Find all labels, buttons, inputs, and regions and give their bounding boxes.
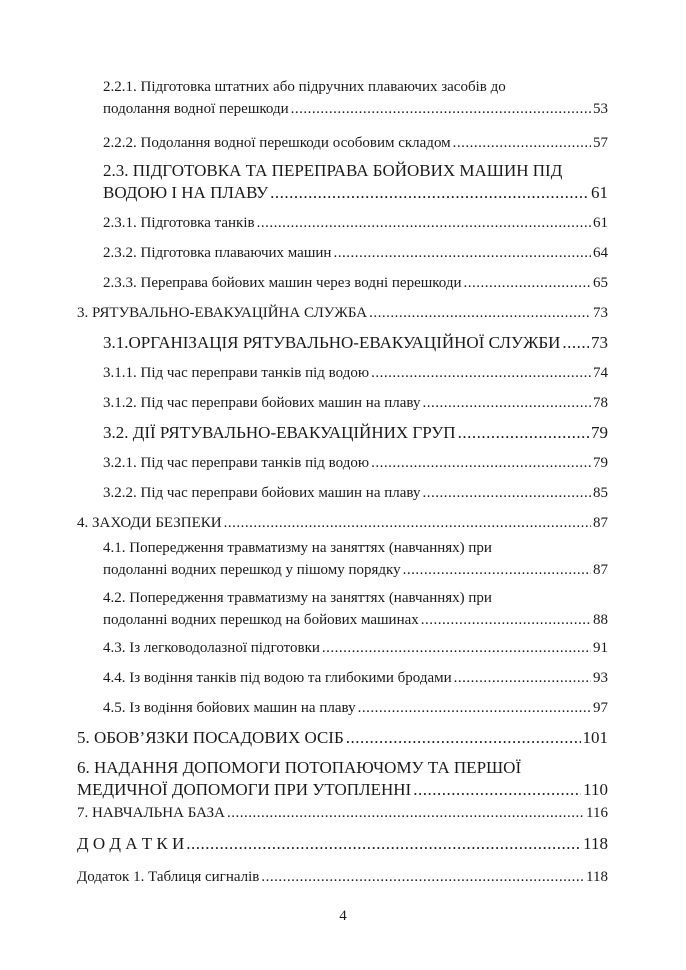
- dot-leader: [333, 242, 591, 264]
- toc-entry-page: 57: [593, 135, 608, 151]
- toc-entry-row: [103, 132, 608, 154]
- toc-entry: [103, 392, 608, 414]
- toc-entry-row: [77, 302, 608, 324]
- toc-entry-title: 4.5. Із водіння бойових машин на плаву: [103, 700, 356, 716]
- toc-entry-title: Додаток 1. Таблиця сигналів: [77, 869, 260, 885]
- toc-entry-row: [103, 697, 608, 719]
- toc-entry-title: 3.1.2. Під час переправи бойових машин на плаву: [103, 395, 421, 411]
- toc-entry: [103, 272, 608, 294]
- dot-leader: [422, 482, 591, 504]
- toc-entry-row: [77, 802, 608, 824]
- toc-entry-page: 65: [593, 275, 608, 291]
- toc-entry-page: 93: [593, 670, 608, 686]
- toc-entry-page: 87: [593, 562, 608, 578]
- toc-entry-row: [103, 98, 608, 120]
- toc-entry-page: 79: [591, 423, 608, 442]
- dot-leader: [458, 422, 589, 444]
- toc-entry-title: подоланні водних перешкод на бойових машинах: [103, 612, 419, 628]
- toc-entry-row: [103, 362, 608, 384]
- toc-entry: [103, 452, 608, 474]
- toc-entry: [103, 637, 608, 659]
- toc-entry-title: 2.3.3. Переправа бойових машин через водні перешкоди: [103, 275, 462, 291]
- toc-entry-page: 87: [593, 515, 608, 531]
- dot-leader: [186, 833, 581, 855]
- toc-entry-title: 4. ЗАХОДИ БЕЗПЕКИ: [77, 515, 222, 531]
- dot-leader: [562, 332, 589, 354]
- toc-entry: [103, 697, 608, 719]
- dot-leader: [369, 302, 591, 324]
- toc-entry-page: 116: [586, 805, 608, 821]
- toc-entry-title: подоланні водних перешкод у пішому порядку: [103, 562, 401, 578]
- dot-leader: [358, 697, 591, 719]
- toc-entry: [103, 160, 608, 204]
- toc-entry-page: 91: [593, 640, 608, 656]
- toc-entry-page: 101: [582, 728, 608, 747]
- toc-entry-row: [103, 637, 608, 659]
- toc-entry: [103, 667, 608, 689]
- dot-leader: [371, 362, 591, 384]
- toc-entry-row: [77, 512, 608, 534]
- toc-entry-title: Д О Д А Т К И: [77, 834, 185, 853]
- toc-entry-page: 79: [593, 455, 608, 471]
- toc-entry-page: 73: [591, 333, 608, 352]
- toc-entry-row: [103, 332, 608, 354]
- toc-entry-title-line: 6. НАДАННЯ ДОПОМОГИ ПОТОПАЮЧОМУ ТА ПЕРШОЇ: [77, 758, 522, 777]
- toc-entry-title-line: 2.3. ПІДГОТОВКА ТА ПЕРЕПРАВА БОЙОВИХ МАШИН ПІД: [103, 161, 563, 180]
- toc-entry: [103, 242, 608, 264]
- toc-entry-row: [77, 866, 608, 888]
- dot-leader: [403, 559, 591, 581]
- dot-leader: [291, 98, 591, 120]
- toc-entry-row: [103, 272, 608, 294]
- toc-entry: [103, 422, 608, 444]
- dot-leader: [227, 802, 584, 824]
- toc-entry-title-line: 2.2.1. Підготовка штатних або підручних плаваючих засобів до: [103, 79, 506, 95]
- toc-entry-row: [77, 727, 608, 749]
- toc-entry: [77, 802, 608, 824]
- dot-leader: [371, 452, 591, 474]
- toc-entry-title: 4.3. Із легководолазної підготовки: [103, 640, 320, 656]
- toc-entry: [77, 512, 608, 534]
- toc-entry-row: [103, 452, 608, 474]
- toc-entry-title: 3.2. ДІЇ РЯТУВАЛЬНО-ЕВАКУАЦІЙНИХ ГРУП: [103, 423, 456, 442]
- toc-entry-row: [103, 667, 608, 689]
- toc-entry-title: 2.3.2. Підготовка плаваючих машин: [103, 245, 332, 261]
- toc-entry-page: 73: [593, 305, 608, 321]
- toc-entry: [77, 866, 608, 888]
- toc-entry-page: 118: [583, 834, 608, 853]
- toc-entry: [77, 727, 608, 749]
- dot-leader: [413, 779, 581, 801]
- toc-entry: [103, 212, 608, 234]
- toc-entry-title: 2.2.2. Подолання водної перешкоди особовим складом: [103, 135, 451, 151]
- toc-entry-page: 118: [586, 869, 608, 885]
- dot-leader: [261, 866, 584, 888]
- dot-leader: [322, 637, 591, 659]
- toc-entry-page: 97: [593, 700, 608, 716]
- dot-leader: [224, 512, 591, 534]
- toc-entry-page: 53: [593, 101, 608, 117]
- toc-entry: [103, 587, 608, 631]
- toc-entry: [103, 132, 608, 154]
- toc-entry-title: 3.1.ОРГАНІЗАЦІЯ РЯТУВАЛЬНО-ЕВАКУАЦІЙНОЇ СЛУЖБИ: [103, 333, 561, 352]
- toc-entry-page: 74: [593, 365, 608, 381]
- toc-entry: [77, 302, 608, 324]
- toc-entry-title: 3. РЯТУВАЛЬНО-ЕВАКУАЦІЙНА СЛУЖБА: [77, 305, 368, 321]
- toc-entry: [103, 482, 608, 504]
- toc-entry-title: ВОДОЮ І НА ПЛАВУ: [103, 183, 269, 202]
- page-number: 4: [339, 908, 347, 924]
- toc-entry-title: 3.2.2. Під час переправи бойових машин на плаву: [103, 485, 421, 501]
- toc-entry-page: 61: [591, 183, 608, 202]
- toc-entry: [103, 362, 608, 384]
- toc-entry-title-line: 4.2. Попередження травматизму на заняттях (навчаннях) при: [103, 590, 492, 606]
- toc-entry-page: 88: [593, 612, 608, 628]
- dot-leader: [270, 182, 589, 204]
- toc-entry-title: 3.2.1. Під час переправи танків під водою: [103, 455, 370, 471]
- dot-leader: [257, 212, 591, 234]
- toc-entry-row: [103, 242, 608, 264]
- toc-entry-row: [103, 182, 608, 204]
- toc-entry-row: [103, 212, 608, 234]
- toc-entry-title: МЕДИЧНОЇ ДОПОМОГИ ПРИ УТОПЛЕННІ: [77, 780, 412, 799]
- toc-entry-row: [77, 779, 608, 801]
- toc-entry-title: 4.4. Із водіння танків під водою та глибокими бродами: [103, 670, 452, 686]
- toc-entry-row: [103, 609, 608, 631]
- toc-entry: [103, 332, 608, 354]
- toc-entry-title: 5. ОБОВ’ЯЗКИ ПОСАДОВИХ ОСІБ: [77, 728, 344, 747]
- toc-entry: [77, 757, 608, 801]
- toc-entry-title: 7. НАВЧАЛЬНА БАЗА: [77, 805, 225, 821]
- toc-entry-title: подолання водної перешкоди: [103, 101, 289, 117]
- toc-entry-title: 2.3.1. Підготовка танків: [103, 215, 255, 231]
- dot-leader: [422, 392, 591, 414]
- toc-entry-page: 61: [593, 215, 608, 231]
- toc-entry-page: 85: [593, 485, 608, 501]
- toc-entry-title: 3.1.1. Під час переправи танків під водою: [103, 365, 370, 381]
- dot-leader: [421, 609, 591, 631]
- toc-entry-row: [103, 422, 608, 444]
- dot-leader: [464, 272, 591, 294]
- toc-entry-page: 110: [583, 780, 608, 799]
- dot-leader: [346, 727, 581, 749]
- dot-leader: [454, 667, 591, 689]
- toc-entry: [103, 76, 608, 120]
- toc-entry-row: [77, 833, 608, 855]
- dot-leader: [453, 132, 591, 154]
- toc-entry-title-line: 4.1. Попередження травматизму на заняттях (навчаннях) при: [103, 540, 492, 556]
- toc-entry-row: [103, 559, 608, 581]
- toc-entry-row: [103, 392, 608, 414]
- toc-entry-page: 64: [593, 245, 608, 261]
- toc-entry: [103, 537, 608, 581]
- toc-entry: [77, 833, 608, 855]
- toc-entry-row: [103, 482, 608, 504]
- toc-entry-page: 78: [593, 395, 608, 411]
